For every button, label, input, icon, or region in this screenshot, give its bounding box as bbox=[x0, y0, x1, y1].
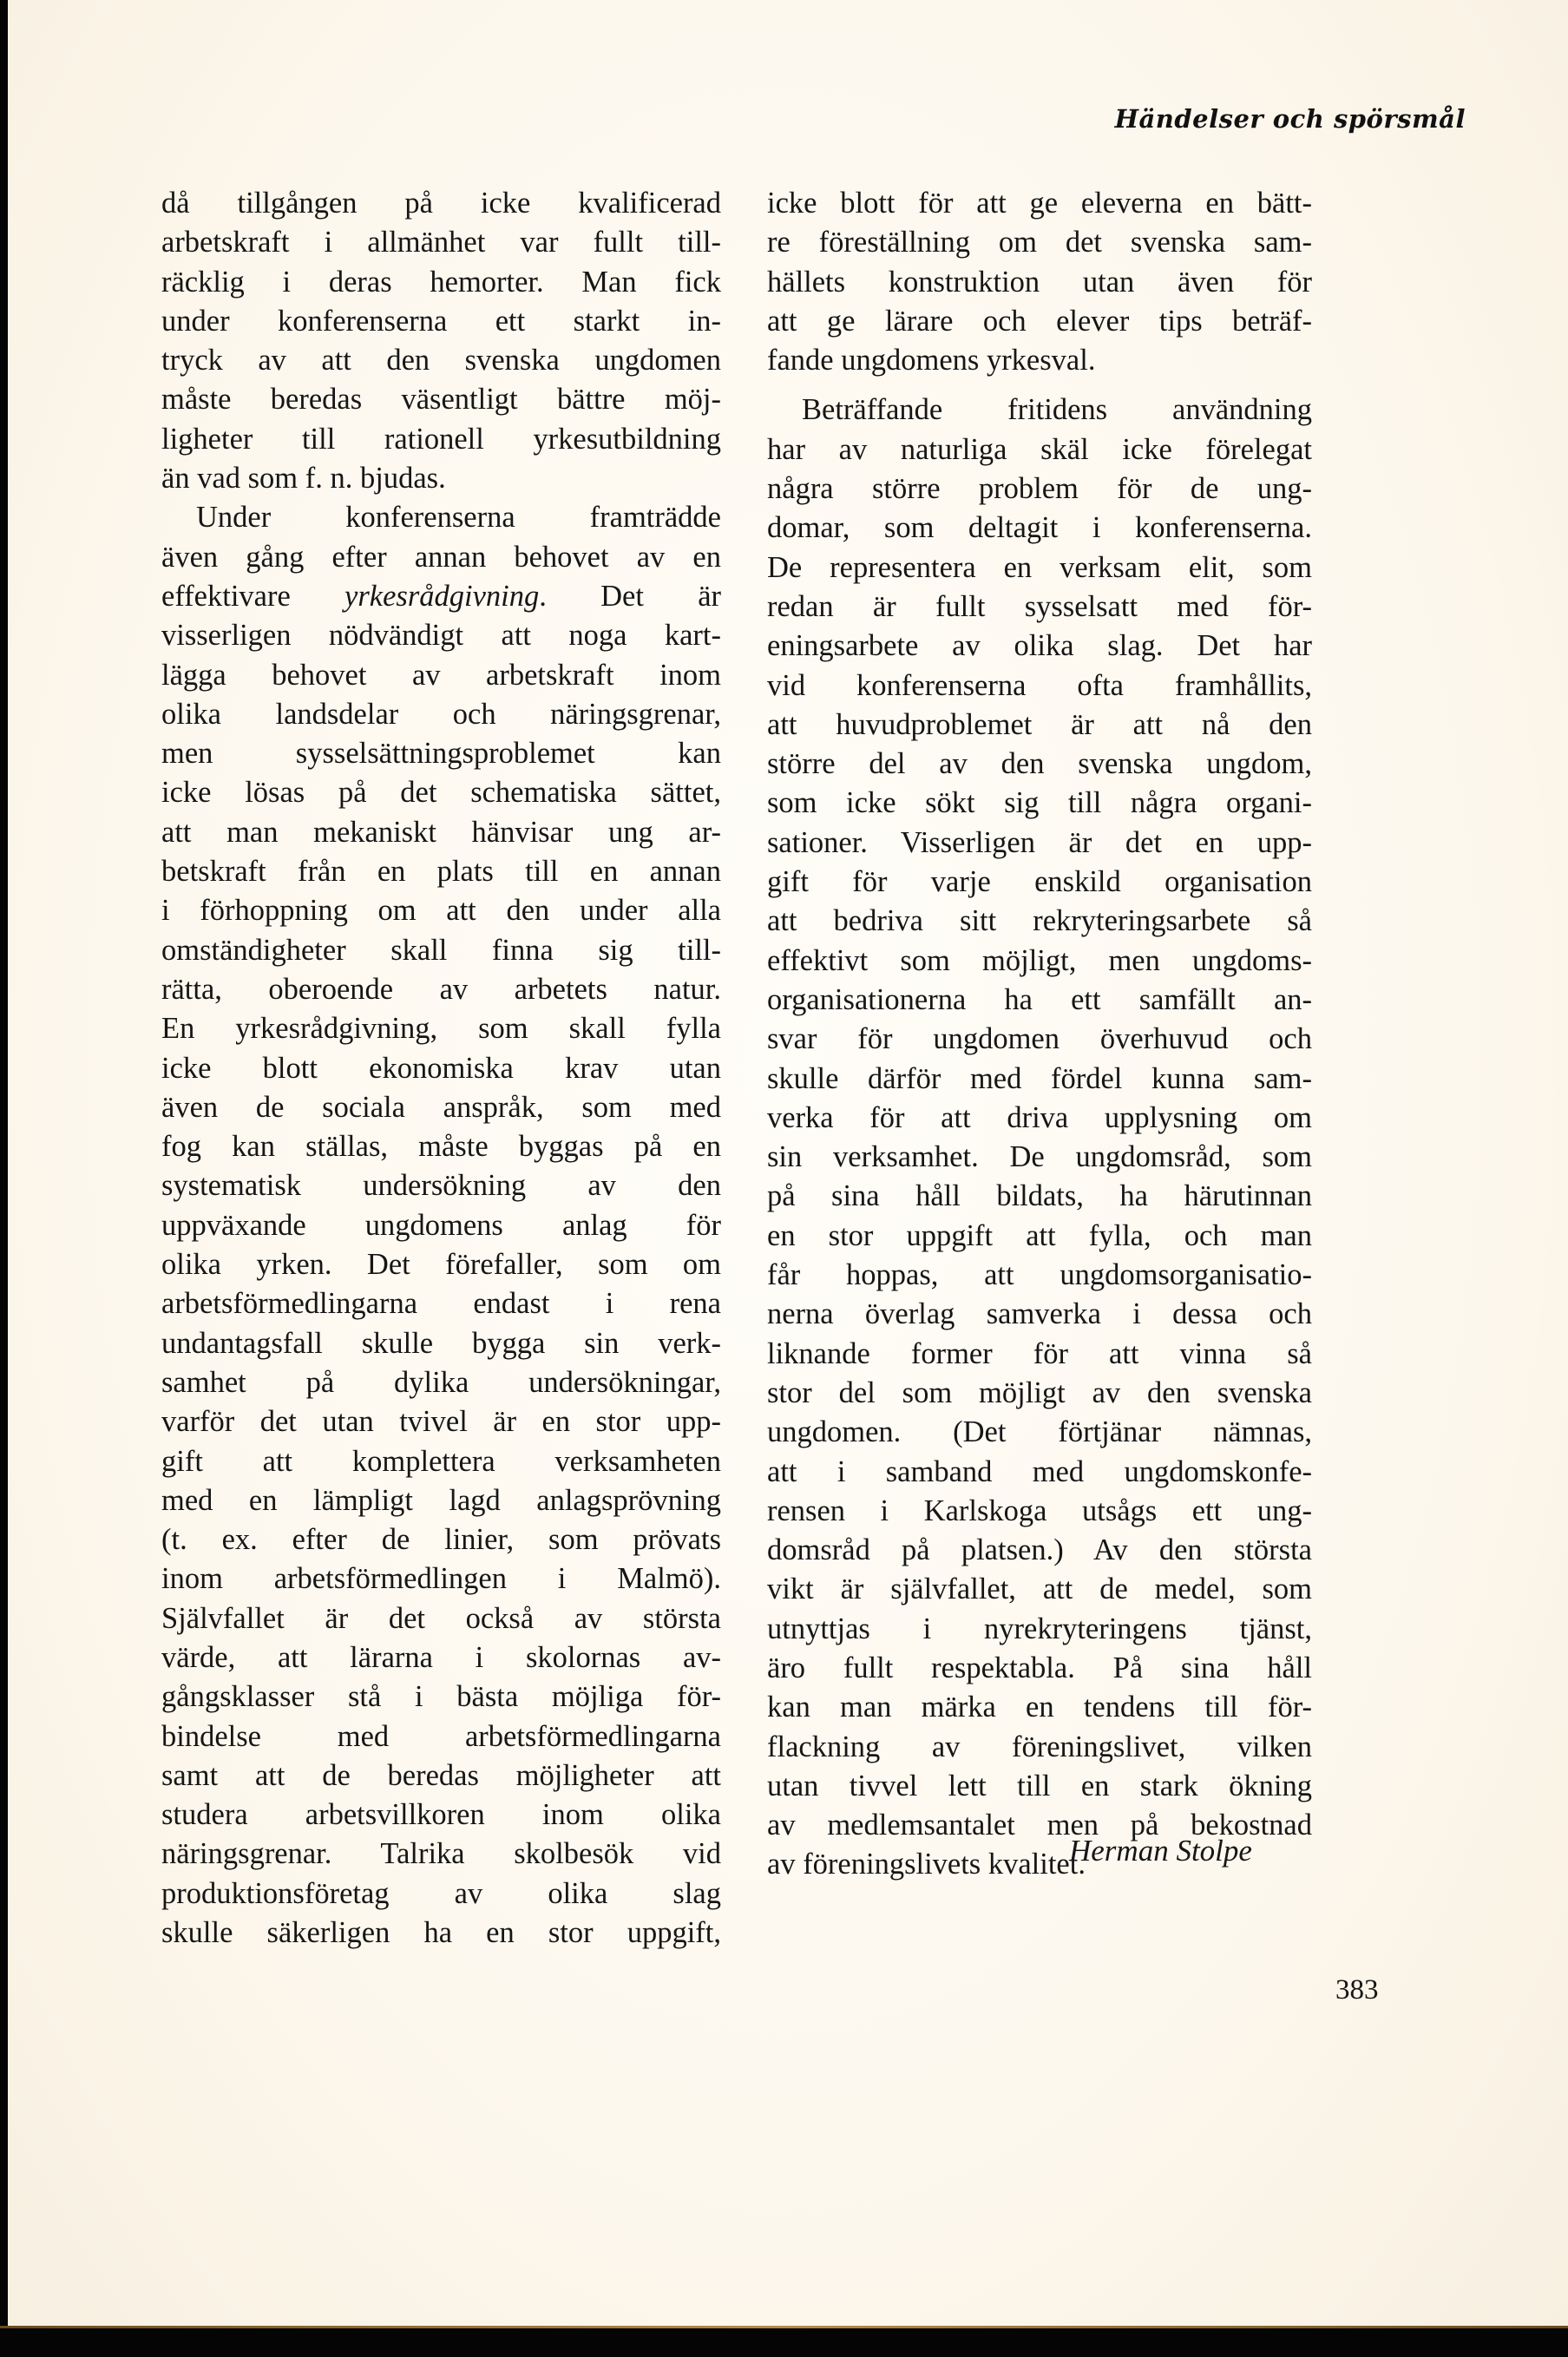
text-line: ungdomen. (Det förtjänar nämnas, bbox=[767, 1415, 1312, 1449]
text-line: att i samband med ungdomskonfe- bbox=[767, 1454, 1312, 1488]
text-line: inom arbetsförmedlingen i Malmö). bbox=[161, 1562, 721, 1596]
text-line: eningsarbete av olika slag. Det har bbox=[767, 629, 1312, 663]
text-line: rensen i Karlskoga utsågs ett ung- bbox=[767, 1494, 1312, 1527]
text-line: räcklig i deras hemorter. Man fick bbox=[161, 265, 721, 299]
text-line: men sysselsättningsproblemet kan bbox=[161, 737, 721, 771]
text-line-paragraph-start: Under konferenserna framträdde bbox=[196, 501, 721, 535]
text-line: skulle säkerligen ha en stor uppgift, bbox=[161, 1916, 721, 1950]
text-line: En yrkesrådgivning, som skall fylla bbox=[161, 1012, 721, 1046]
text-line: då tillgången på icke kvalificerad bbox=[161, 187, 721, 220]
text-line: värde, att lärarna i skolornas av- bbox=[161, 1640, 721, 1674]
text-line: som icke sökt sig till några organi- bbox=[767, 786, 1312, 820]
text-line: får hoppas, att ungdomsorganisatio- bbox=[767, 1258, 1312, 1292]
text-line: nerna överlag samverka i dessa och bbox=[767, 1297, 1312, 1331]
text-line: rätta, oberoende av arbetets natur. bbox=[161, 972, 721, 1006]
text-line: har av naturliga skäl icke förelegat bbox=[767, 432, 1312, 466]
text-line: fande ungdomens yrkesval. bbox=[767, 344, 1096, 378]
author-signature: Herman Stolpe bbox=[1069, 1834, 1252, 1868]
text-line: arbetsförmedlingarna endast i rena bbox=[161, 1287, 721, 1321]
text-line: ligheter till rationell yrkesutbildning bbox=[161, 422, 721, 456]
text-line: även gång efter annan behovet av en bbox=[161, 540, 721, 574]
text-line: studera arbetsvillkoren inom olika bbox=[161, 1798, 721, 1832]
text-line: äro fullt respektabla. På sina håll bbox=[767, 1651, 1312, 1684]
text-line: hällets konstruktion utan även för bbox=[767, 265, 1312, 299]
text-line-with-emphasis bbox=[161, 577, 721, 616]
text-line: lägga behovet av arbetskraft inom bbox=[161, 658, 721, 692]
text-line: systematisk undersökning av den bbox=[161, 1169, 721, 1203]
text-line: en stor uppgift att fylla, och man bbox=[767, 1218, 1312, 1252]
text-line: icke blott för att ge eleverna en bätt- bbox=[767, 187, 1312, 220]
text-line: Självfallet är det också av största bbox=[161, 1601, 721, 1635]
text-line: med en lämpligt lagd anlagsprövning bbox=[161, 1483, 721, 1517]
text-line: kan man märka en tendens till för- bbox=[767, 1691, 1312, 1724]
text-line: samt att de beredas möjligheter att bbox=[161, 1758, 721, 1792]
text-line: större del av den svenska ungdom, bbox=[767, 747, 1312, 781]
page-number: 383 bbox=[1335, 1974, 1379, 2006]
text-line: flackning av föreningslivet, vilken bbox=[767, 1730, 1312, 1763]
text-line: än vad som f. n. bjudas. bbox=[161, 462, 446, 496]
text-line: re föreställning om det svenska sam- bbox=[767, 226, 1312, 259]
text-line: uppväxande ungdomens anlag för bbox=[161, 1208, 721, 1242]
emphasis-term: yrkesrådgivning bbox=[344, 579, 540, 613]
text-line: undantagsfall skulle bygga sin verk- bbox=[161, 1326, 721, 1360]
text-line: skulle därför med fördel kunna sam- bbox=[767, 1061, 1312, 1095]
paragraph-gap bbox=[767, 380, 1312, 391]
text-line: sationer. Visserligen är det en upp- bbox=[767, 825, 1312, 859]
text-line: utnyttjas i nyrekryteringens tjänst, bbox=[767, 1612, 1312, 1645]
text-line: sin verksamhet. De ungdomsråd, som bbox=[767, 1140, 1312, 1174]
text-line: produktionsföretag av olika slag bbox=[161, 1876, 721, 1910]
text-line: redan är fullt sysselsatt med för- bbox=[767, 589, 1312, 623]
text-line: visserligen nödvändigt att noga kart- bbox=[161, 619, 721, 653]
left-column bbox=[161, 184, 721, 1953]
text-line: att man mekaniskt hänvisar ung ar- bbox=[161, 815, 721, 849]
text-line: icke lösas på det schematiska sättet, bbox=[161, 776, 721, 810]
text-line: samhet på dylika undersökningar, bbox=[161, 1365, 721, 1399]
text-line: fog kan ställas, måste byggas på en bbox=[161, 1130, 721, 1164]
text-line: vikt är självfallet, att de medel, som bbox=[767, 1572, 1312, 1606]
text-line: att huvudproblemet är att nå den bbox=[767, 707, 1312, 741]
text-line: måste beredas väsentligt bättre möj- bbox=[161, 383, 721, 417]
text-line: effektivt som möjligt, men ungdoms- bbox=[767, 943, 1312, 977]
text-line: även de sociala anspråk, som med bbox=[161, 1090, 721, 1124]
scan-border-bottom bbox=[0, 2328, 1568, 2357]
text-line: av föreningslivets kvalitet. bbox=[767, 1848, 1086, 1881]
text-line: domar, som deltagit i konferenserna. bbox=[767, 511, 1312, 545]
text-line: liknande former för att vinna så bbox=[767, 1336, 1312, 1370]
text-line: varför det utan tvivel är en stor upp- bbox=[161, 1405, 721, 1439]
text-line: icke blott ekonomiska krav utan bbox=[161, 1051, 721, 1085]
text-line: näringsgrenar. Talrika skolbesök vid bbox=[161, 1837, 721, 1871]
text-line: svar för ungdomen överhuvud och bbox=[767, 1022, 1312, 1056]
text-line: olika landsdelar och näringsgrenar, bbox=[161, 697, 721, 731]
scan-border-left bbox=[0, 0, 8, 2357]
text-line: tryck av att den svenska ungdomen bbox=[161, 344, 721, 378]
text-line: olika yrken. Det förefaller, som om bbox=[161, 1248, 721, 1282]
text-line: på sina håll bildats, ha härutinnan bbox=[767, 1179, 1312, 1213]
text-line: i förhoppning om att den under alla bbox=[161, 894, 721, 928]
text-line: av medlemsantalet men på bekostnad bbox=[767, 1809, 1312, 1842]
text-line: bindelse med arbetsförmedlingarna bbox=[161, 1719, 721, 1753]
running-header: Händelser och spörsmål bbox=[1114, 104, 1466, 134]
text-line: organisationerna ha ett samfällt an- bbox=[767, 982, 1312, 1016]
text-fragment: effektivare bbox=[161, 579, 345, 613]
text-line: att bedriva sitt rekryteringsarbete så bbox=[767, 904, 1312, 938]
text-line: omständigheter skall finna sig till- bbox=[161, 933, 721, 967]
text-line: gift att komplettera verksamheten bbox=[161, 1444, 721, 1478]
right-column bbox=[767, 184, 1312, 1885]
text-line: gift för varje enskild organisation bbox=[767, 865, 1312, 899]
text-line: betskraft från en plats till en annan bbox=[161, 855, 721, 889]
text-line: verka för att driva upplysning om bbox=[767, 1100, 1312, 1134]
text-line: domsråd på platsen.) Av den största bbox=[767, 1533, 1312, 1567]
text-line: (t. ex. efter de linier, som prövats bbox=[161, 1523, 721, 1557]
text-fragment: . Det är bbox=[539, 579, 721, 613]
text-line: under konferenserna ett starkt in- bbox=[161, 304, 721, 338]
text-line: några större problem för de ung- bbox=[767, 472, 1312, 506]
text-line: De representera en verksam elit, som bbox=[767, 550, 1312, 584]
text-line: stor del som möjligt av den svenska bbox=[767, 1375, 1312, 1409]
text-line: arbetskraft i allmänhet var fullt till- bbox=[161, 226, 721, 259]
text-line-paragraph-start: Beträffande fritidens användning bbox=[802, 393, 1312, 427]
text-line: att ge lärare och elever tips beträf- bbox=[767, 304, 1312, 338]
text-line: utan tivvel lett till en stark ökning bbox=[767, 1769, 1312, 1802]
text-line: gångsklasser stå i bästa möjliga för- bbox=[161, 1680, 721, 1714]
text-line: vid konferenserna ofta framhållits, bbox=[767, 668, 1312, 702]
